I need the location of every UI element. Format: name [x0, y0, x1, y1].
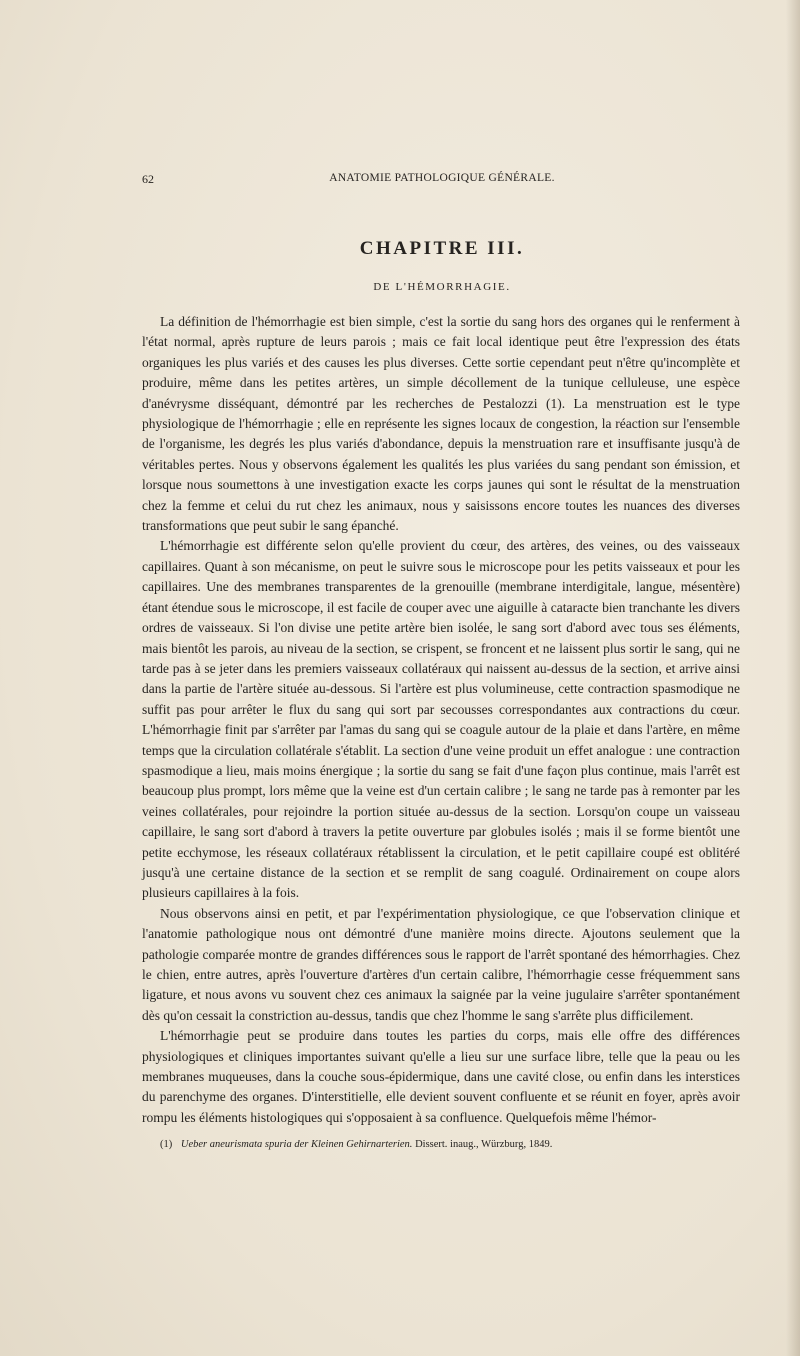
section-title: DE L'HÉMORRHAGIE. — [373, 281, 511, 293]
paragraph-3: Nous observons ainsi en petit, et par l'expérimentation physiologique, ce que l'observation clinique et l'anatomie pathologique nous ont démontré d'une manière moins directe. Ajoutons seulement que la pathologie comparée montre de grandes différences sous le rapport de l'arrêt spontané des hémorrhagies. Chez le chien, entre autres, après l'ouverture d'artères d'un certain calibre, l'hémorrhagie cesse fréquemment sans ligature, et nous avons vu souvent chez ces animaux la saignée par la veine jugulaire s'arrêter spontanément dès qu'on cessait la constriction au-dessus, tandis que chez l'homme le sang s'arrête plus difficilement. — [142, 905, 740, 1023]
footnote-title: Ueber aneurismata spuria der Kleinen Gehirnarterien. — [180, 1139, 413, 1150]
paragraph-1: La définition de l'hémorrhagie est bien simple, c'est la sortie du sang hors des organes qui le renferment à l'état normal, après rupture de leurs parois ; mais ce fait local identique peut être l'expression des états organiques les plus variés et des causes les plus diverses. Cette sortie cependant peut n'être qu'incomplète et produire, même dans les petites artères, un simple décollement de la tunique celluleuse, une espèce d'anévrysme disséquant, démontré par les recherches de Pestalozzi (1). La menstruation est le type physiologique de l'hémorrhagie ; elle en représente les signes locaux de congestion, la réaction sur l'ensemble de l'organisme, les degrés les plus variés d'abondance, depuis la menstruation rare et insuffisante jusqu'à de véritables pertes. Nous y observons également les qualités les plus variées du sang pendant son émission, et lorsque nous soumettons à une investigation exacte les corps jaunes qui sont le résultat de la menstruation chez la femme et celui du rut chez les animaux, nous y saisissons encore toutes les nuances des diverses transformations que peut subir le sang épanché. — [142, 314, 740, 534]
page-number: 62 — [142, 172, 154, 186]
running-head — [142, 172, 742, 190]
paragraph-4: L'hémorrhagie peut se produire dans toutes les parties du corps, mais elle offre des différences physiologiques et cliniques importantes suivant qu'elle a lieu sur une surface libre, telle que la peau ou les membranes muqueuses, dans la couche sous-épidermique, dans une cavité close, ou enfin dans les interstices du parenchyme des organes. D'interstitielle, elle devient souvent confluente et se réunit en foyer, après avoir rompu les éléments histologiques qui s'opposaient à sa confluence. Quelquefois même l'hémor- — [142, 1028, 740, 1125]
footnote-details: Dissert. inaug., Würzburg, 1849. — [415, 1139, 553, 1150]
chapter-title: CHAPITRE III. — [359, 238, 525, 259]
paragraph-2: L'hémorrhagie est différente selon qu'elle provient du cœur, des artères, des veines, ou des vaisseaux capillaires. Quant à son mécanisme, on peut le suivre sous le microscope pour les petits vaisseaux et pour les capillaires. Une des membranes transparentes de la grenouille (membrane interdigitale, langue, mésentère) étant étendue sous le microscope, il est facile de couper avec une aiguille à cataracte bien tranchante les divers ordres de vaisseaux. Si l'on divise une petite artère bien isolée, le sang sort d'abord avec tous ses éléments, mais bientôt les parois, au niveau de la section, se crispent, se froncent et ne laissent plus sortir le sang, qui ne tarde pas à se jeter dans les premiers vaisseaux collatéraux qui naissent au-dessus de la section, et arrive ainsi dans la partie de l'artère située au-dessous. Si l'artère est plus volumineuse, cette contraction spasmodique ne suffit pas pour arrêter le flux du sang qui sort par secousses correspondantes aux contractions du cœur. L'hémorrhagie finit par s'arrêter par l'amas du sang qui se coagule autour de la plaie et dans l'artère, en même temps que la circulation collatérale s'établit. La section d'une veine produit un effet analogue : une contraction spasmodique a lieu, mais moins énergique ; la sortie du sang se fait d'une façon plus continue, mais l'arrêt est beaucoup plus prompt, lors même que la veine est d'un certain calibre ; le sang ne tarde pas à remonter par les veines collatérales, pour rejoindre la portion située au-dessus de la section. Lorsqu'on coupe un vaisseau capillaire, le sang sort d'abord à travers la petite ouverture par globules isolés ; mais il se forme bientôt une petite ecchymose, les réseaux collatéraux rétablissent la circulation, et le petit capillaire coupé est oblitéré jusqu'à une certaine distance de la section et se remplit de sang coagulé. Ordinairement on coupe alors plusieurs capillaires à la fois. — [142, 538, 740, 901]
footnote-ref: (1) — [160, 1139, 173, 1150]
running-title: ANATOMIE PATHOLOGIQUE GÉNÉRALE. — [329, 172, 555, 184]
page-edge-shadow — [786, 0, 800, 1356]
body-text — [142, 312, 740, 1128]
footnote — [160, 1138, 740, 1152]
